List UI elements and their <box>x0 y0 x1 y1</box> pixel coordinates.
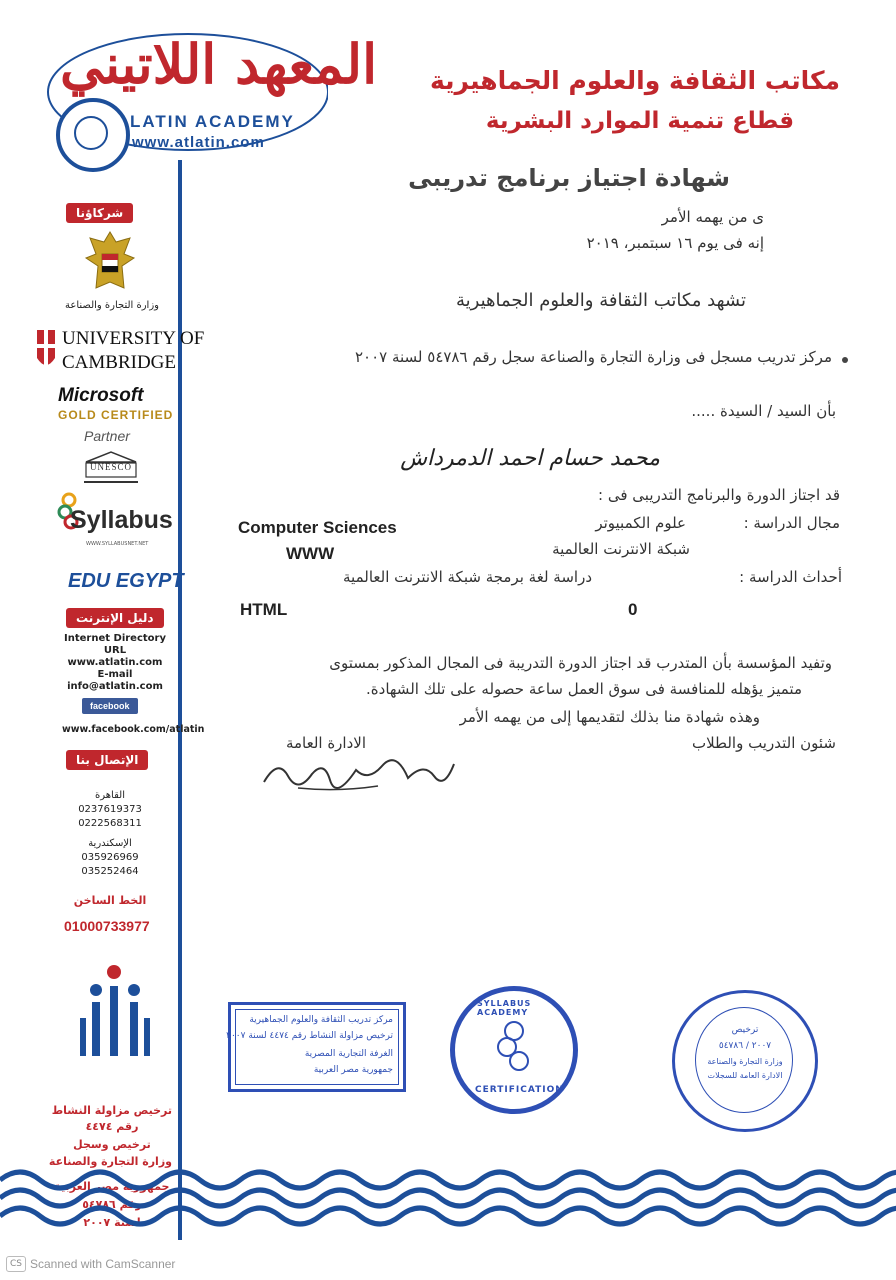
registration-line: مركز تدريب مسجل فى وزارة التجارة والصناعة سجل رقم ٥٤٧٨٦ لسنة ٢٠٠٧ <box>354 348 832 366</box>
cambridge-line2: CAMBRIDGE <box>62 352 177 373</box>
org-title: مكاتب الثقافة والعلوم الجماهيرية <box>429 66 840 95</box>
microsoft-gold: GOLD CERTIFIED <box>58 408 174 422</box>
license-line4: وزارة التجارة والصناعة <box>48 1155 172 1168</box>
round-stamp-line3: وزارة التجارة والصناعة <box>707 1057 783 1066</box>
training-affairs: شئون التدريب والطلاب <box>691 734 836 752</box>
hotline-number: 01000733977 <box>64 918 150 934</box>
facebook-icon: facebook <box>82 698 138 714</box>
url-value: www.atlatin.com <box>67 657 163 668</box>
round-stamp-line2: ٢٠٠٧ / ٥٤٧٨٦ <box>718 1041 772 1051</box>
email-value: info@atlatin.com <box>67 681 163 692</box>
wave-border <box>0 1150 896 1230</box>
ministry-label: وزارة التجارة والصناعة <box>65 300 159 311</box>
internet-directory-badge: دليل الإنترنت <box>66 608 164 628</box>
syllabus-stamp-ring: SYLLABUS ACADEMY <box>477 999 532 1017</box>
logo-url: www.atlatin.com <box>132 134 265 151</box>
round-stamp <box>672 990 818 1132</box>
cairo-phone2: 0222568311 <box>78 818 142 829</box>
rect-stamp-line3: الغرفة التجارية المصرية <box>304 1049 393 1059</box>
field-label: مجال الدراسة : <box>743 514 840 532</box>
events-arabic: دراسة لغة برمجة شبكة الانترنت العالمية <box>343 568 592 586</box>
paragraph-line2: متميز يؤهله للمنافسة فى سوق العمل ساعة حصوله على تلك الشهادة. <box>366 680 802 698</box>
network-arabic: شبكة الانترنت العالمية <box>552 540 690 558</box>
round-stamp-line1: ترخيص <box>731 1025 759 1035</box>
sidebar-divider <box>178 160 182 1240</box>
cairo-label: القاهرة <box>95 790 125 801</box>
syllabus-url: WWW.SYLLABUSNET.NET <box>86 541 149 547</box>
logo-latin-text: LATIN ACADEMY <box>130 112 295 131</box>
bullet-icon <box>842 357 848 363</box>
field-arabic: علوم الكمبيوتر <box>595 514 686 532</box>
round-stamp-line4: الادارة العامة للسجلات <box>707 1071 783 1080</box>
cairo-phone1: 0237619373 <box>78 804 142 815</box>
license-line1: ترخيص مزاولة النشاط <box>51 1104 172 1117</box>
contact-badge: الإتصال بنا <box>66 750 148 770</box>
license-line7: لسنة ٢٠٠٧ <box>83 1216 141 1229</box>
cambridge-line1: UNIVERSITY OF <box>62 328 205 349</box>
events-label: أحداث الدراسة : <box>739 568 842 586</box>
paragraph-line3: وهذه شهادة منا بذلك لتقديمها إلى من يهمه الأمر <box>459 708 760 726</box>
camscanner-icon: CS <box>6 1256 26 1272</box>
rect-stamp-line4: جمهورية مصر العربية <box>313 1065 393 1075</box>
org-subtitle: قطاع تنمية الموارد البشرية <box>485 108 794 134</box>
html-label: HTML <box>240 600 288 619</box>
activity-logo-icon <box>74 962 158 1066</box>
logo-arabic-text: المعهد اللاتيني <box>60 32 378 96</box>
trainee-name: محمد حسام احمد الدمرداش <box>400 446 660 471</box>
signature <box>258 752 458 796</box>
license-line2: رقم ٤٤٧٤ <box>85 1120 139 1133</box>
internet-directory-label: Internet Directory <box>64 633 166 644</box>
passed-line: قد اجتاز الدورة والبرنامج التدريبى فى : <box>598 486 840 504</box>
network-english: WWW <box>286 544 335 563</box>
rect-stamp <box>228 1002 406 1092</box>
syllabus-logo: Syllabus <box>70 506 173 534</box>
to-whom-line: ى من يهمه الأمر <box>661 208 764 226</box>
eagle-emblem-icon <box>84 228 136 300</box>
microsoft-partner: Partner <box>84 428 130 444</box>
alex-label: الإسكندرية <box>88 838 132 849</box>
hotline-label: الخط الساخن <box>73 894 147 907</box>
rect-stamp-line2: ترخيص مزاولة النشاط رقم ٤٤٧٤ لسنة ٢٠٠٧ <box>226 1031 393 1041</box>
url-label: URL <box>103 645 127 656</box>
syllabus-stamp-rings-icon <box>489 1019 539 1075</box>
syllabus-stamp-cert: CERTIFICATION <box>475 1085 564 1095</box>
facebook-url: www.facebook.com/atlatin <box>62 724 205 735</box>
certifies-line: تشهد مكاتب الثقافة والعلوم الجماهيرية <box>456 290 746 311</box>
email-label: E-mail <box>97 669 133 680</box>
academy-seal-icon <box>56 98 130 172</box>
partners-badge: شركاؤنا <box>66 203 133 223</box>
rect-stamp-line1: مركز تدريب الثقافة والعلوم الجماهيرية <box>249 1015 393 1025</box>
mr-mrs-line: بأن السيد / السيدة ..... <box>691 402 836 420</box>
date-line: إنه فى يوم ١٦ سبتمبر، ٢٠١٩ <box>586 234 764 252</box>
license-line3: ترخيص وسجل <box>73 1138 151 1151</box>
paragraph-line1: وتفيد المؤسسة بأن المتدرب قد اجتاز الدورة التدريبة فى المجال المذكور بمستوى <box>329 654 832 672</box>
unesco-label: UNESCO <box>90 462 133 472</box>
certificate-title: شهادة اجتياز برنامج تدريبى <box>408 164 730 192</box>
cambridge-shield-icon <box>35 328 57 374</box>
alex-phone1: 035926969 <box>81 852 139 863</box>
license-line6: رقم ٥٤٧٨٦ <box>82 1198 142 1211</box>
zero-value: 0 <box>628 600 638 619</box>
eduegypt-logo: EDU EGYPT <box>68 570 184 592</box>
scanner-watermark: Scanned with CamScanner <box>30 1257 176 1271</box>
microsoft-logo: Microsoft <box>58 385 144 406</box>
alex-phone2: 035252464 <box>81 866 139 877</box>
syllabus-stamp <box>450 986 578 1114</box>
field-english: Computer Sciences <box>238 518 397 537</box>
license-line5: جمهورية مصر العربية <box>54 1180 170 1193</box>
general-admin: الادارة العامة <box>285 734 366 752</box>
